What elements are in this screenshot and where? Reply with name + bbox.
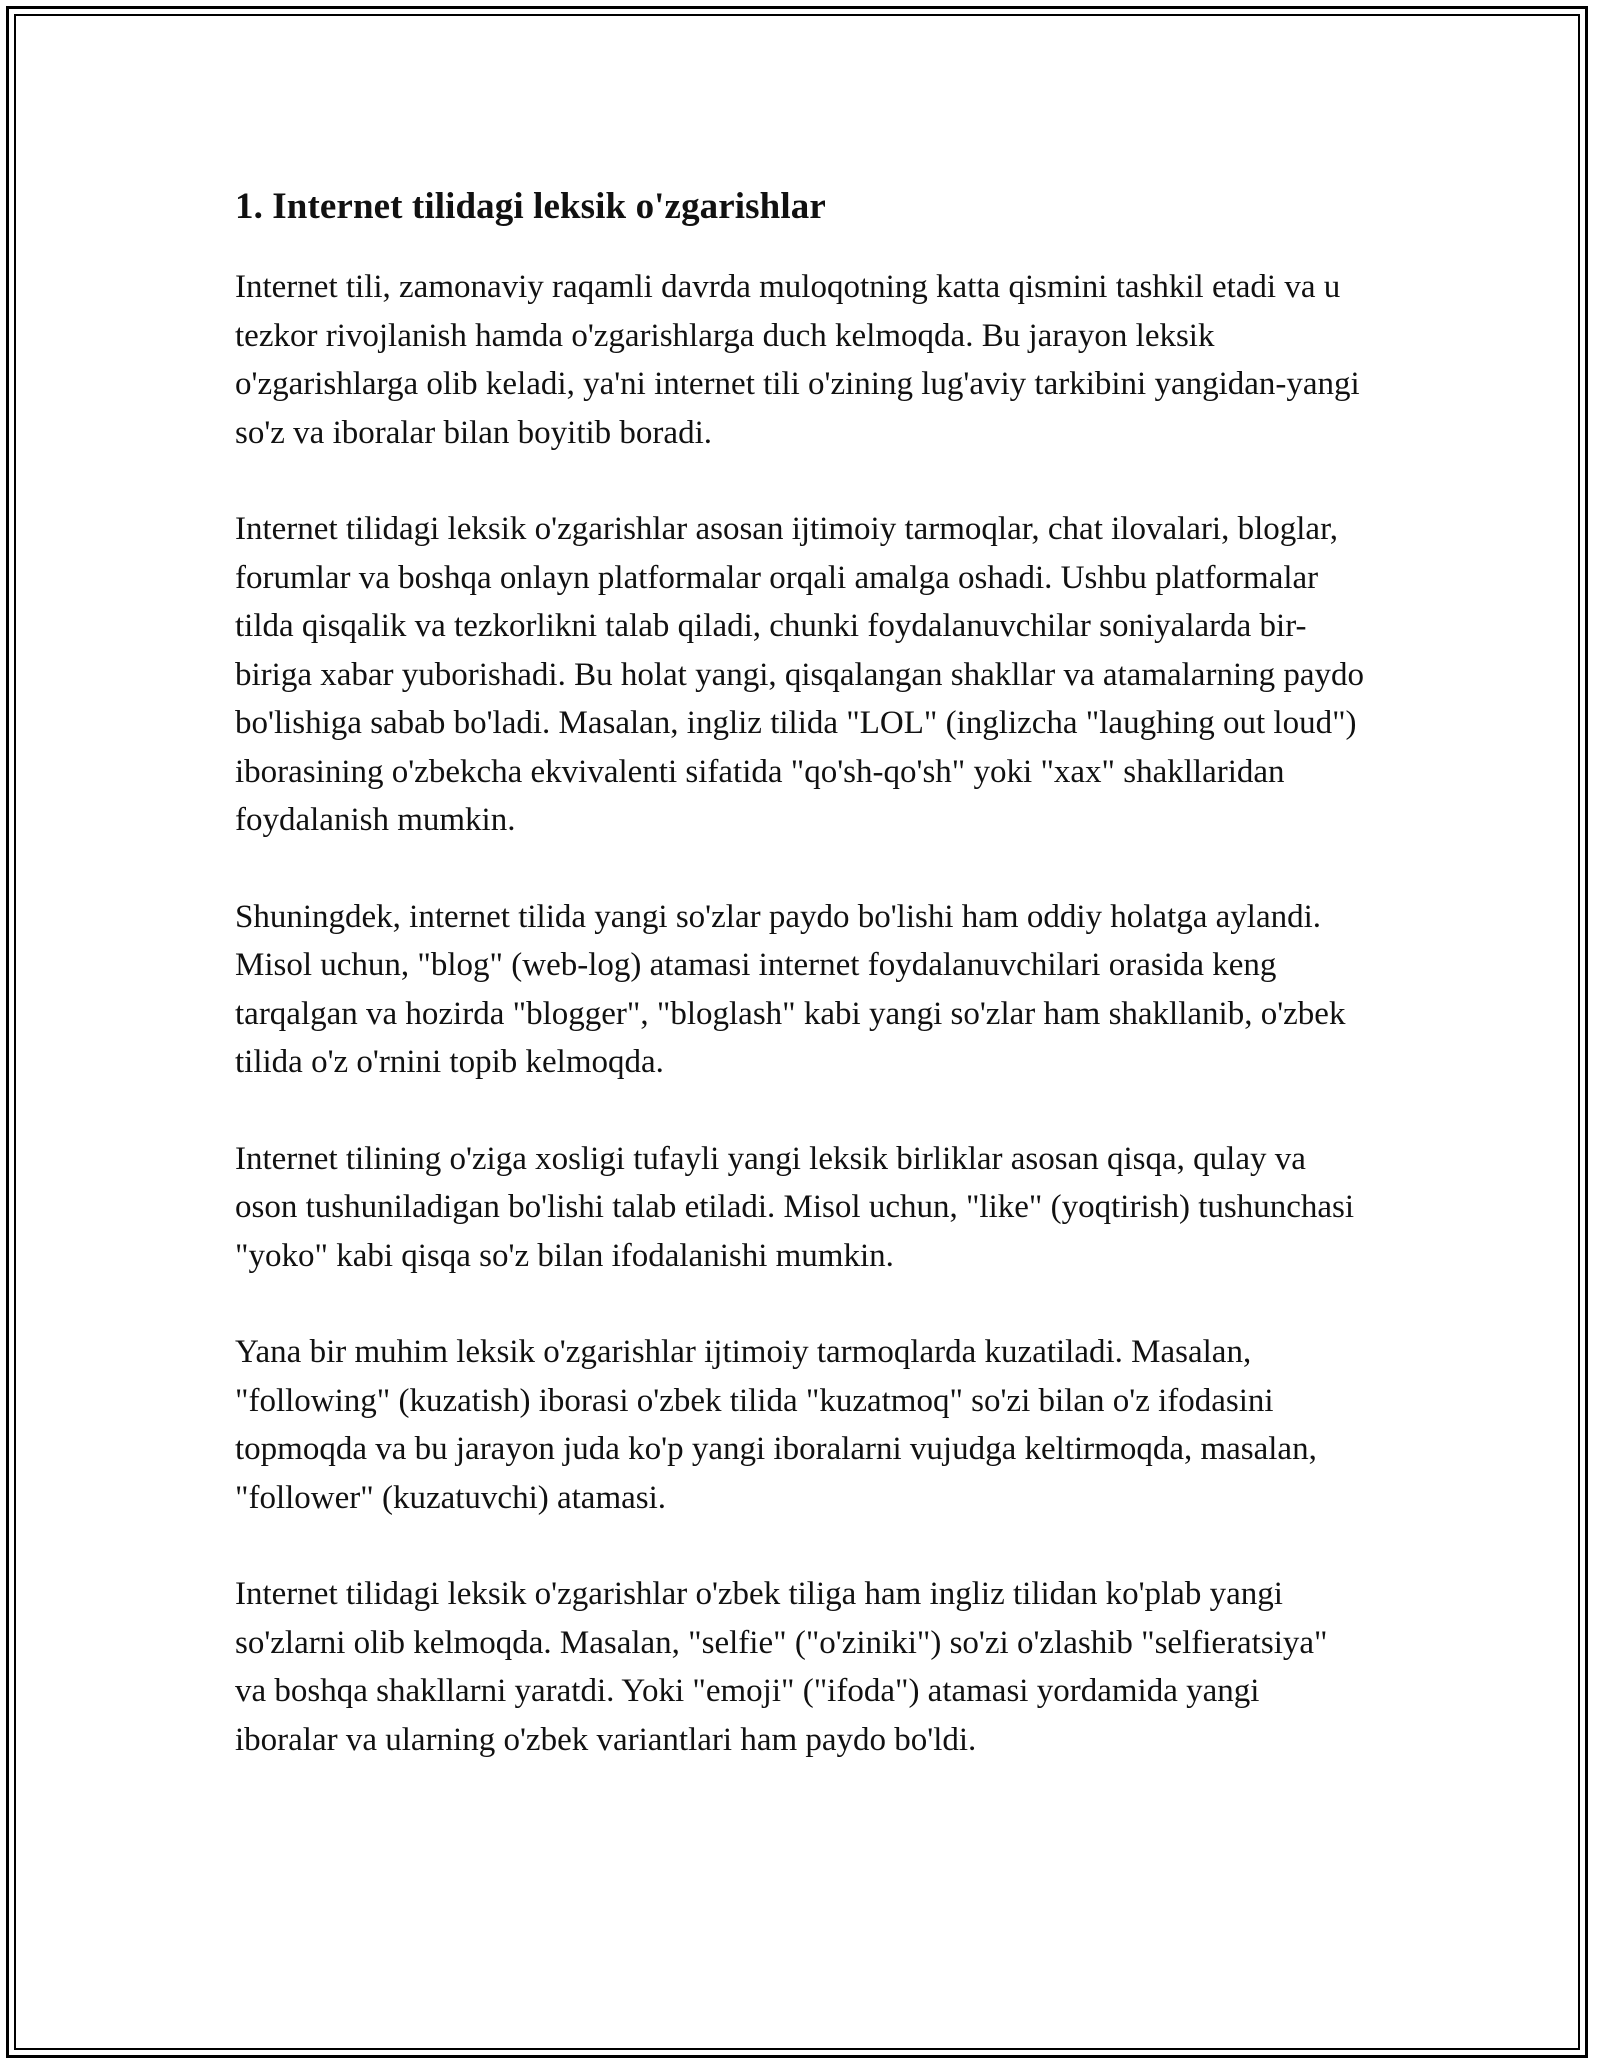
paragraph-brevity: Internet tilining o'ziga xosligi tufayli yangi leksik birliklar asosan qisqa, qulay va oson tushuniladigan bo'lishi talab etiladi. Misol uchun, "like" (yoqtirish) tushunchasi "yoko" kabi qisqa so'z bilan ifodalanishi mumkin.	[235, 1140, 1355, 1274]
paragraph-platforms: Internet tilidagi leksik o'zgarishlar asosan ijtimoiy tarmoqlar, chat ilovalari, bloglar, forumlar va boshqa onlayn platformalar orqali amalga oshadi. Ushbu platformalar tilda qisqalik va tezkorlikni talab qiladi, chunki foydalanuvchilar soniyalarda bir-biriga xabar yuborishadi. Bu holat yangi, qisqalangan shakllar va atamalarning paydo bo'lishiga sabab bo'ladi. Masalan, ingliz tilida "LOL" (inglizcha "laughing out loud") iborasining o'zbekcha ekvivalenti sifatida "qo'sh-qo'sh" yoki "xax" shakllaridan foydalanish mumkin.	[235, 511, 1365, 839]
paragraph-social-networks: Yana bir muhim leksik o'zgarishlar ijtimoiy tarmoqlarda kuzatiladi. Masalan, "following" (kuzatish) iborasi o'zbek tilida "kuzatmoq" so'zi bilan o'z ifodasini topmoqda va bu jarayon juda ko'p yangi iboralarni vujudga keltirmoqda, masalan, "follower" (kuzatuvchi) atamasi.	[235, 1334, 1317, 1516]
section-heading: 1. Internet tilidagi leksik o'zgarishlar	[235, 186, 826, 227]
document-body	[235, 185, 1365, 1812]
paragraph-intro: Internet tili, zamonaviy raqamli davrda muloqotning katta qismini tashkil etadi va u tezkor rivojlanish hamda o'zgarishlarga duch kelmoqda. Bu jarayon leksik o'zgarishlarga olib keladi, ya'ni internet tili o'zining lug'aviy tarkibini yangidan-yangi so'z va iboralar bilan boyitib boradi.	[235, 269, 1360, 451]
paragraph-new-words: Shuningdek, internet tilida yangi so'zlar paydo bo'lishi ham oddiy holatga aylandi. Misol uchun, "blog" (web-log) atamasi internet foydalanuvchilari orasida keng tarqalgan va hozirda "blogger", "bloglash" kabi yangi so'zlar ham shakllanib, o'zbek tilida o'z o'rnini topib kelmoqda.	[235, 898, 1346, 1081]
paragraph-borrowings: Internet tilidagi leksik o'zgarishlar o'zbek tiliga ham ingliz tilidan ko'plab yangi so'zlarni olib kelmoqda. Masalan, "selfie" ("o'ziniki") so'zi o'zlashib "selfieratsiya" va boshqa shakllarni yaratdi. Yoki "emoji" ("ifoda") atamasi yordamida yangi iboralar va ularning o'zbek variantlari ham paydo bo'ldi.	[235, 1576, 1328, 1758]
